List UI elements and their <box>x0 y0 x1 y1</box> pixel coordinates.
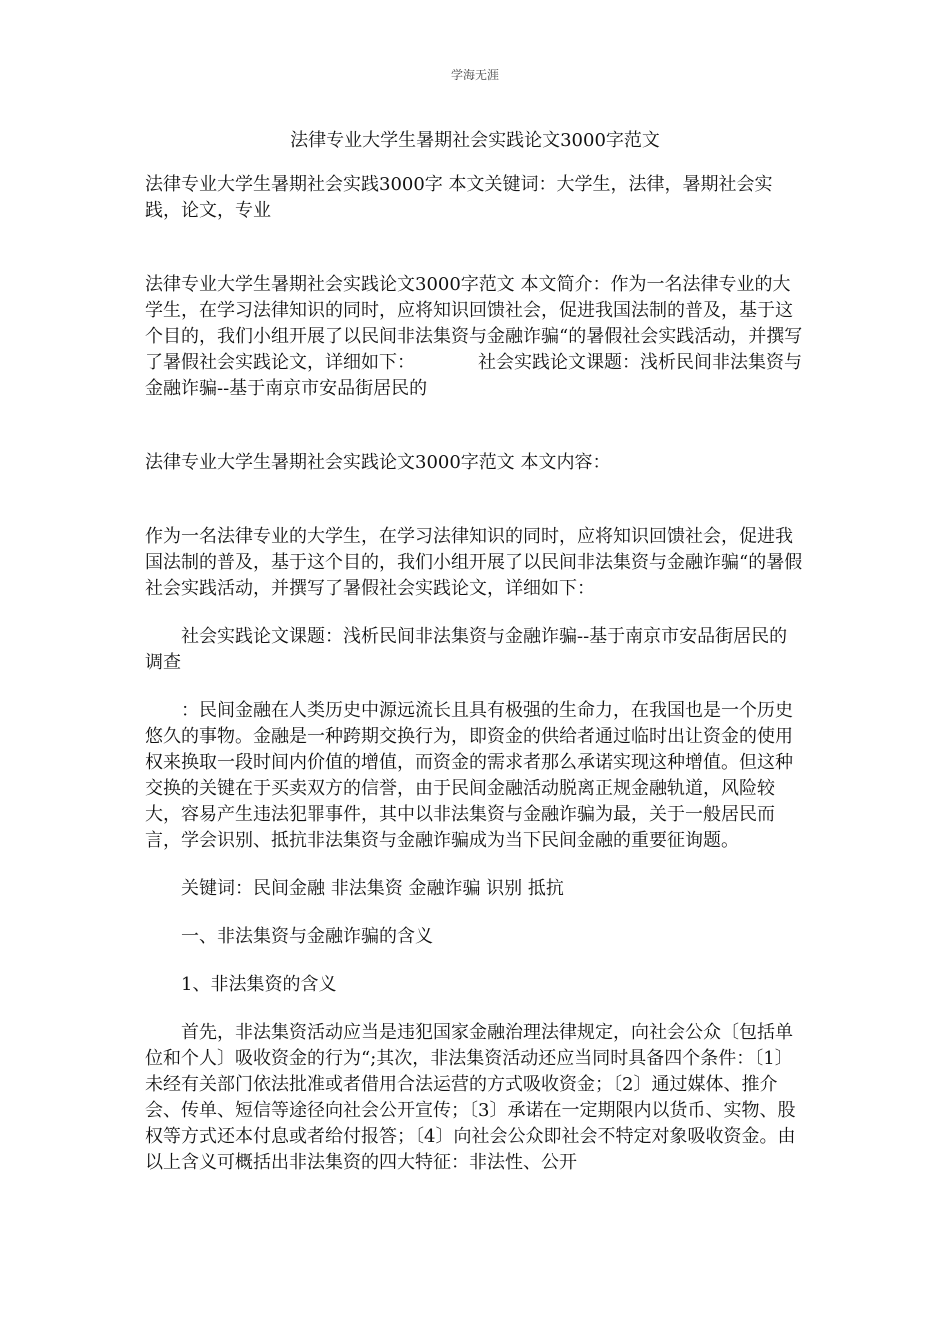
topic-paragraph: 社会实践论文课题：浅析民间非法集资与金融诈骗--基于南京市安品街居民的调查 <box>145 626 788 673</box>
document-title: 法律专业大学生暑期社会实践论文3000字范文 <box>290 130 660 151</box>
definition-paragraph: 首先，非法集资活动应当是违犯国家金融治理法律规定，向社会公众〔包括单位和个人〕吸收资金的行为“;其次，非法集资活动还应当同时具备四个条件：〔1〕未经有关部门依法批准或者借用合法运营的方式吸收资金；〔2〕通过媒体、推介会、传单、短信等途径向社会公开宣传；〔3〕承诺在一定期限内以货币、实物、股权等方式还本付息或者给付报答；〔4〕向社会公众即社会不特定对象吸收资金。由以上含义可概括出非法集资的四大特征：非法性、公开 <box>145 1022 796 1173</box>
keywords-line: 法律专业大学生暑期社会实践3000字 本文关键词：大学生，法律，暑期社会实践，论文，专业 <box>145 174 773 221</box>
intro-paragraph: 作为一名法律专业的大学生，在学习法律知识的同时，应将知识回馈社会，促进我国法制的普及，基于这个目的，我们小组开展了以民间非法集资与金融诈骗“的暑假社会实践活动，并撰写了暑假社会实践论文，详细如下： <box>145 526 803 599</box>
document-body <box>145 172 805 1176</box>
subsection-heading: 1、非法集资的含义 <box>181 974 337 995</box>
abstract-paragraph: ：民间金融在人类历史中源远流长且具有极强的生命力，在我国也是一个历史悠久的事物。金融是一种跨期交换行为，即资金的供给者通过临时出让资金的使用权来换取一段时间内价值的增值，而资金的需求者那么承诺实现这种增值。但这种交换的关键在于买卖双方的信誉，由于民间金融活动脱离正规金融轨道，风险较大，容易产生违法犯罪事件，其中以非法集资与金融诈骗为最，关于一般居民而言，学会识别、抵抗非法集资与金融诈骗成为当下民间金融的重要征询题。 <box>145 700 793 851</box>
keywords-paragraph: 关键词：民间金融 非法集资 金融诈骗 识别 抵抗 <box>181 878 564 899</box>
page-header: 学海无涯 <box>450 68 499 82</box>
section-heading: 一、非法集资与金融诈骗的含义 <box>181 926 433 947</box>
content-heading: 法律专业大学生暑期社会实践论文3000字范文 本文内容： <box>145 452 611 473</box>
summary-paragraph: 法律专业大学生暑期社会实践论文3000字范文 本文简介：作为一名法律专业的大学生，在学习法律知识的同时，应将知识回馈社会，促进我国法制的普及，基于这个目的，我们小组开展了以民间非法集资与金融诈骗“的暑假社会实践活动，并撰写了暑假社会实践论文，详细如下： 社会实践论文课题：浅析民间非法集资与金融诈骗--基于南京市安品街居民的 <box>145 274 803 399</box>
